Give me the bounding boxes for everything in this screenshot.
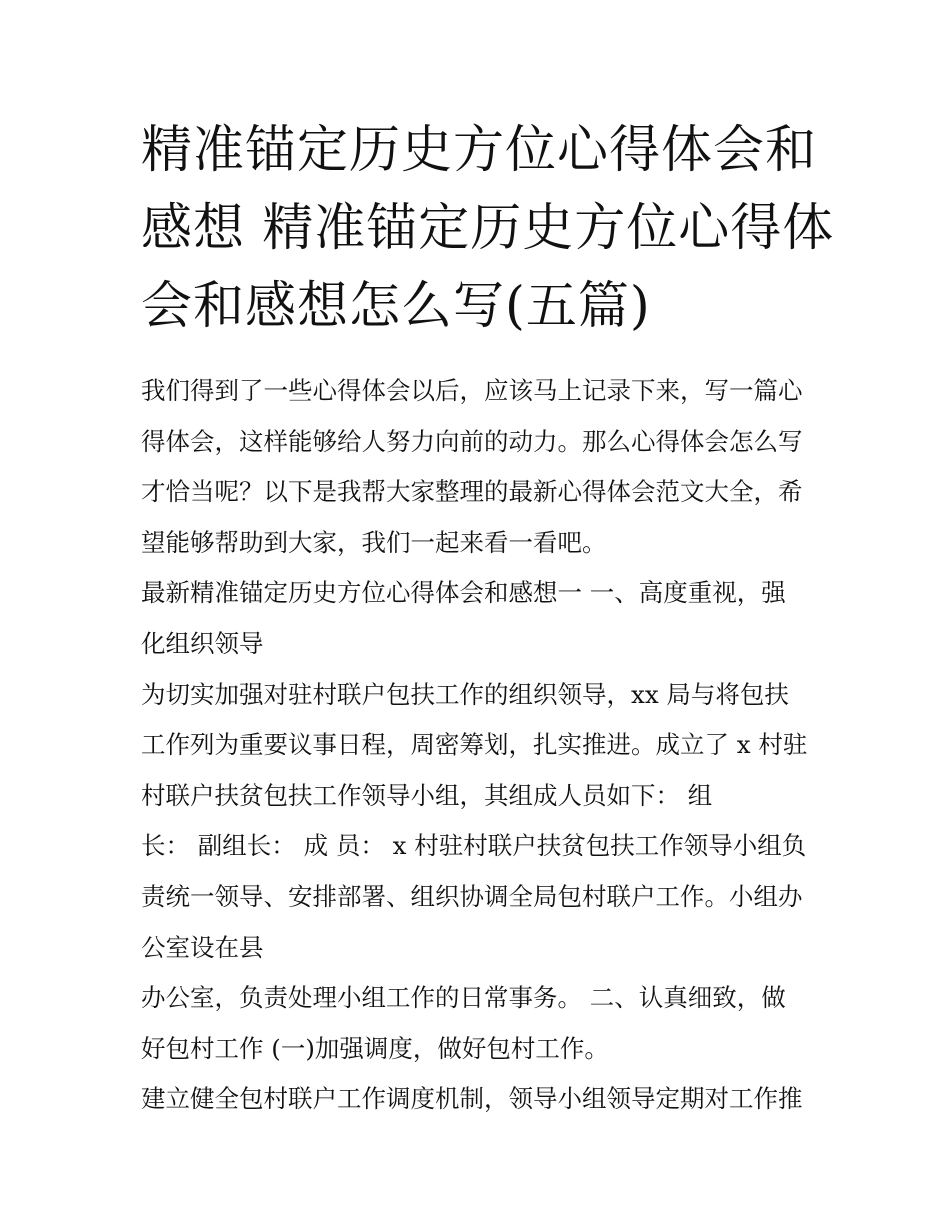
text-line: 为切实加强对驻村联户包扶工作的组织领导，xx 局与将包扶 — [141, 679, 789, 709]
mechanism-paragraph — [141, 1074, 813, 1125]
text-line: 好包村工作 (一)加强调度，做好包村工作。 — [141, 1033, 609, 1063]
text-line: 办公室，负责处理小组工作的日常事务。 二、认真细致，做 — [141, 983, 786, 1013]
text-line: 建立健全包村联户工作调度机制，领导小组领导定期对工作推 — [141, 1084, 803, 1114]
text-line: 责统一领导、安排部署、组织协调全局包村联户工作。小组办 — [141, 881, 803, 911]
leadership-paragraph — [141, 670, 813, 974]
title-line: 感想 精准锚定历史方位心得体 — [141, 199, 835, 258]
document-body — [141, 366, 813, 1125]
text-line: 村联户扶贫包扶工作领导小组，其组成人员如下： 组 — [141, 780, 713, 810]
text-line: 望能够帮助到大家，我们一起来看一看吧。 — [141, 527, 607, 557]
text-line: 公室设在县 — [141, 932, 264, 962]
text-line: 才恰当呢？以下是我帮大家整理的最新心得体会范文大全，希 — [141, 477, 803, 507]
text-line: 我们得到了一些心得体会以后，应该马上记录下来，写一篇心 — [141, 376, 803, 405]
text-line: 最新精准锚定历史方位心得体会和感想一 一、高度重视，强 — [141, 578, 786, 608]
intro-paragraph — [141, 366, 813, 568]
title-line: 会和感想怎么写(五篇) — [141, 277, 651, 336]
text-line: 工作列为重要议事日程，周密筹划，扎实推进。成立了 x 村驻 — [141, 730, 808, 760]
text-line: 化组织领导 — [141, 628, 264, 658]
title-line: 精准锚定历史方位心得体会和 — [141, 121, 818, 180]
text-line: 得体会，这样能够给人努力向前的动力。那么心得体会怎么写 — [141, 426, 803, 456]
document-content — [141, 112, 835, 1125]
document-title — [141, 112, 835, 346]
section-heading-paragraph — [141, 568, 813, 669]
office-paragraph — [141, 973, 813, 1074]
text-line: 长： 副组长： 成 员： x 村驻村联户扶贫包扶工作领导小组负 — [141, 831, 807, 861]
